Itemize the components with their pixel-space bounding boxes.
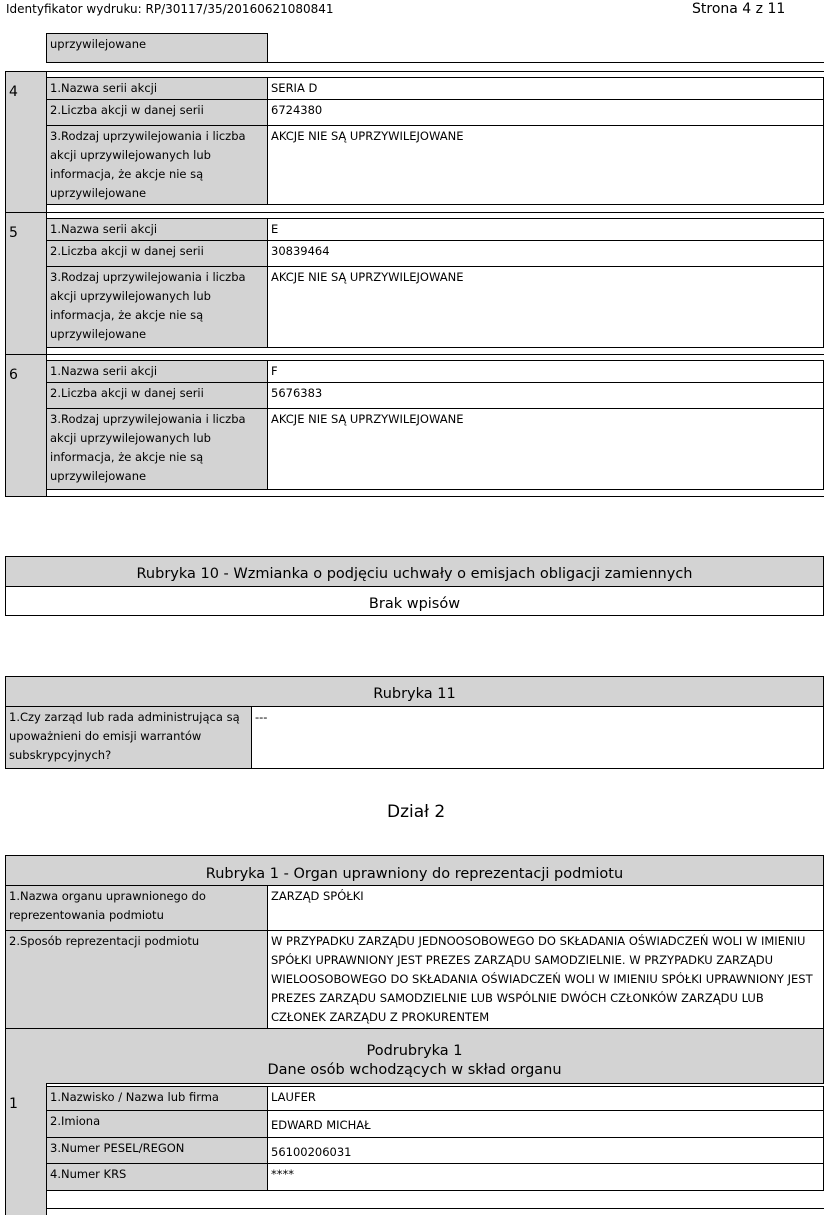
divider bbox=[46, 212, 824, 213]
series-number: 5 bbox=[9, 225, 18, 241]
section-title: Dział 2 bbox=[387, 802, 446, 822]
divider bbox=[267, 62, 824, 63]
series-name-value: SERIA D bbox=[267, 77, 824, 100]
rubryka-1-title: Rubryka 1 - Organ uprawniony do reprezentacji podmiotu bbox=[5, 855, 824, 886]
divider bbox=[5, 354, 47, 355]
podrubryka-subtitle: Dane osób wchodzących w skład organu bbox=[267, 1062, 562, 1078]
divider bbox=[5, 496, 824, 497]
person-row-label: 3.Numer PESEL/REGON bbox=[46, 1137, 268, 1164]
person-number: 1 bbox=[9, 1096, 18, 1112]
person-row-label: 4.Numer KRS bbox=[46, 1163, 268, 1191]
series-type-label: 3.Rodzaj uprzywilejowania i liczba akcji uprzywilejowanych lub informacja, że akcje nie są uprzywilejowane bbox=[46, 266, 268, 348]
series-count-value: 6724380 bbox=[267, 99, 824, 126]
series-type-label: 3.Rodzaj uprzywilejowania i liczba akcji uprzywilejowanych lub informacja, że akcje nie są uprzywilejowane bbox=[46, 408, 268, 490]
series-count-value: 30839464 bbox=[267, 240, 824, 267]
series-number: 6 bbox=[9, 367, 18, 383]
series-count-label: 2.Liczba akcji w danej serii bbox=[46, 382, 268, 409]
series-name-label: 1.Nazwa serii akcji bbox=[46, 360, 268, 383]
series-name-label: 1.Nazwa serii akcji bbox=[46, 218, 268, 241]
podrubryka-header bbox=[5, 1028, 824, 1084]
person-row-label: 2.Imiona bbox=[46, 1110, 268, 1138]
person-row-value: EDWARD MICHAŁ bbox=[267, 1110, 824, 1138]
series-count-label: 2.Liczba akcji w danej serii bbox=[46, 99, 268, 126]
series-name-label: 1.Nazwa serii akcji bbox=[46, 77, 268, 100]
series-number-column bbox=[5, 71, 47, 497]
sposob-label: 2.Sposób reprezentacji podmiotu bbox=[5, 930, 268, 1029]
rubryka-11-label: 1.Czy zarząd lub rada administrująca są upoważnieni do emisji warrantów subskrypcyjnych? bbox=[5, 706, 252, 769]
person-row-value: **** bbox=[267, 1163, 824, 1191]
person-row-label: 1.Nazwisko / Nazwa lub firma bbox=[46, 1086, 268, 1111]
rubryka-10-content: Brak wpisów bbox=[5, 586, 824, 616]
rubryka-10-title: Rubryka 10 - Wzmianka o podjęciu uchwały o emisjach obligacji zamiennych bbox=[5, 556, 824, 587]
podrubryka-title: Podrubryka 1 bbox=[366, 1043, 463, 1059]
series-type-label: 3.Rodzaj uprzywilejowania i liczba akcji uprzywilejowanych lub informacja, że akcje nie są uprzywilejowane bbox=[46, 125, 268, 205]
rubryka-11-title: Rubryka 11 bbox=[5, 676, 824, 707]
rubryka-11-value: --- bbox=[251, 706, 824, 769]
series-type-value: AKCJE NIE SĄ UPRZYWILEJOWANE bbox=[267, 408, 824, 490]
series-number: 4 bbox=[9, 84, 18, 100]
divider bbox=[46, 1208, 824, 1209]
sposob-value: W PRZYPADKU ZARZĄDU JEDNOOSOBOWEGO DO SKŁADANIA OŚWIADCZEŃ WOLI W IMIENIU SPÓŁKI UPRAWNIONY JEST PREZES ZARZĄDU SAMODZIELNIE. W PRZYPADKU ZARZĄDU WIELOOSOBOWEGO DO SKŁADANIA OŚWIADCZEŃ WOLI W IMIENIU SPÓŁKI UPRAWNIONY JEST PREZES ZARZĄDU SAMODZIELNIE LUB WSPÓLNIE DWÓCH CZŁONKÓW ZARZĄDU LUB CZŁONEK ZARZĄDU Z PROKURENTEM bbox=[267, 930, 824, 1029]
divider bbox=[5, 71, 47, 72]
organ-label: 1.Nazwa organu uprawnionego do reprezentowania podmiotu bbox=[5, 885, 268, 931]
divider bbox=[46, 71, 824, 72]
series-type-value: AKCJE NIE SĄ UPRZYWILEJOWANE bbox=[267, 266, 824, 348]
series-count-value: 5676383 bbox=[267, 382, 824, 409]
series-name-value: E bbox=[267, 218, 824, 241]
organ-value: ZARZĄD SPÓŁKI bbox=[267, 885, 824, 931]
person-row-value: LAUFER bbox=[267, 1086, 824, 1111]
series-type-value: AKCJE NIE SĄ UPRZYWILEJOWANE bbox=[267, 125, 824, 205]
series-name-value: F bbox=[267, 360, 824, 383]
divider bbox=[5, 212, 47, 213]
top-row-label: uprzywilejowane bbox=[46, 33, 268, 63]
series-count-label: 2.Liczba akcji w danej serii bbox=[46, 240, 268, 267]
divider bbox=[46, 354, 824, 355]
page-number: Strona 4 z 11 bbox=[692, 1, 786, 17]
person-row-value: 56100206031 bbox=[267, 1137, 824, 1164]
print-identifier: Identyfikator wydruku: RP/30117/35/20160621080841 bbox=[6, 2, 334, 16]
